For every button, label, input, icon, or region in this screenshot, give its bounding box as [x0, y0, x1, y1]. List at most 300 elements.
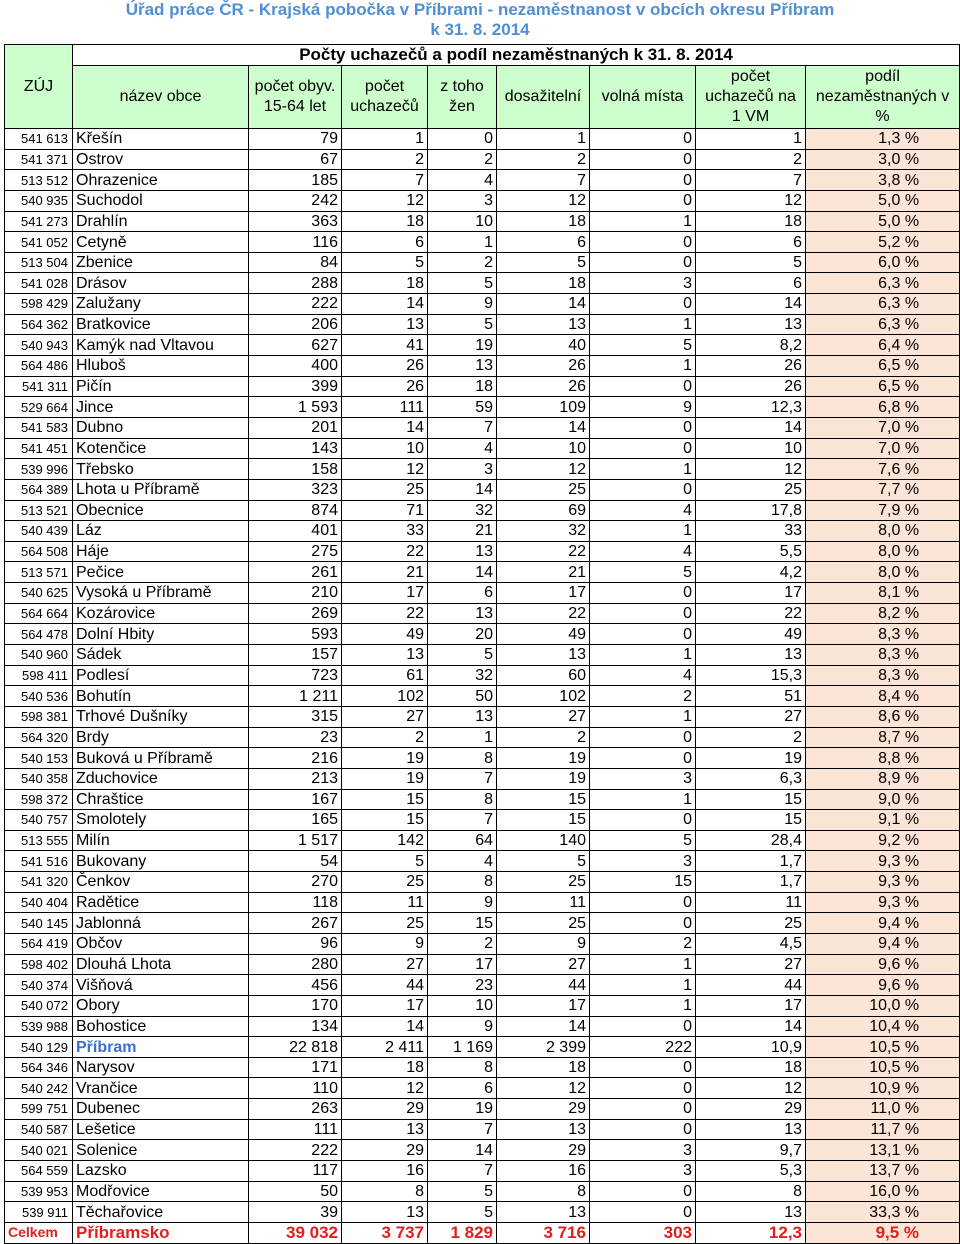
- zuj-cell: 540 072: [5, 995, 73, 1016]
- vacancies-cell: 1: [590, 954, 696, 975]
- per-vacancy-cell: 22: [696, 603, 806, 624]
- table-row: [5, 232, 960, 253]
- municipality-name: Jablonná: [73, 913, 249, 934]
- per-vacancy-cell: 17,8: [696, 500, 806, 521]
- vacancies-cell: 3: [590, 851, 696, 872]
- available-cell: 27: [497, 706, 590, 727]
- population-cell: 22 818: [249, 1037, 342, 1058]
- unemployment-rate-cell: 11,0 %: [806, 1099, 960, 1120]
- table-row: [5, 294, 960, 315]
- unemployment-rate-cell: 6,5 %: [806, 376, 960, 397]
- per-vacancy-cell: 27: [696, 706, 806, 727]
- population-cell: 157: [249, 645, 342, 666]
- municipality-name: Podlesí: [73, 665, 249, 686]
- women-cell: 1: [428, 232, 497, 253]
- unemployment-rate-cell: 8,8 %: [806, 748, 960, 769]
- women-cell: 7: [428, 810, 497, 831]
- per-vacancy-cell: 2: [696, 727, 806, 748]
- table-row: [5, 1161, 960, 1182]
- zuj-cell: 541 028: [5, 273, 73, 294]
- women-cell: 19: [428, 1099, 497, 1120]
- available-cell: 13: [497, 314, 590, 335]
- available-cell: 18: [497, 273, 590, 294]
- zuj-cell: 564 389: [5, 479, 73, 500]
- vacancies-cell: 1: [590, 521, 696, 542]
- women-cell: 7: [428, 1161, 497, 1182]
- applicants-cell: 111: [342, 397, 428, 418]
- applicants-cell: 27: [342, 954, 428, 975]
- zuj-cell: 540 021: [5, 1140, 73, 1161]
- unemployment-rate-cell: 5,0 %: [806, 211, 960, 232]
- table-row: [5, 356, 960, 377]
- zuj-cell: 598 429: [5, 294, 73, 315]
- women-cell: 8: [428, 748, 497, 769]
- zuj-cell: 513 571: [5, 562, 73, 583]
- unemployment-rate-cell: 5,0 %: [806, 190, 960, 211]
- population-cell: 210: [249, 583, 342, 604]
- zuj-cell: 540 153: [5, 748, 73, 769]
- municipality-name: Třebsko: [73, 459, 249, 480]
- vacancies-cell: 3: [590, 1140, 696, 1161]
- municipality-name: Zalužany: [73, 294, 249, 315]
- population-cell: 158: [249, 459, 342, 480]
- applicants-cell: 2 411: [342, 1037, 428, 1058]
- per-vacancy-cell: 13: [696, 1202, 806, 1223]
- women-cell: 7: [428, 1119, 497, 1140]
- vacancies-cell: 3: [590, 768, 696, 789]
- population-cell: 23: [249, 727, 342, 748]
- women-cell: 4: [428, 851, 497, 872]
- table-row: [5, 810, 960, 831]
- applicants-cell: 13: [342, 1119, 428, 1140]
- applicants-cell: 15: [342, 810, 428, 831]
- population-cell: 222: [249, 294, 342, 315]
- applicants-cell: 25: [342, 872, 428, 893]
- population-cell: 171: [249, 1057, 342, 1078]
- women-cell: 3: [428, 459, 497, 480]
- available-cell: 15: [497, 810, 590, 831]
- women-cell: 1 169: [428, 1037, 497, 1058]
- women-cell: 10: [428, 211, 497, 232]
- population-cell: 167: [249, 789, 342, 810]
- vacancies-cell: 2: [590, 686, 696, 707]
- women-cell: 50: [428, 686, 497, 707]
- women-cell: 32: [428, 500, 497, 521]
- vacancies-cell: 0: [590, 913, 696, 934]
- applicants-cell: 44: [342, 975, 428, 996]
- table-row: [5, 1016, 960, 1037]
- women-cell: 17: [428, 954, 497, 975]
- available-cell: 60: [497, 665, 590, 686]
- women-cell: 5: [428, 314, 497, 335]
- applicants-cell: 33: [342, 521, 428, 542]
- applicants-cell: 17: [342, 995, 428, 1016]
- unemployment-rate-cell: 9,3 %: [806, 851, 960, 872]
- municipality-name: Chraštice: [73, 789, 249, 810]
- vacancies-cell: 0: [590, 603, 696, 624]
- women-cell: 0: [428, 129, 497, 150]
- available-cell: 5: [497, 252, 590, 273]
- col-header-name: název obce: [73, 66, 249, 129]
- municipality-name: Háje: [73, 541, 249, 562]
- applicants-cell: 18: [342, 211, 428, 232]
- table-row: [5, 851, 960, 872]
- population-cell: 1 517: [249, 830, 342, 851]
- table-row: [5, 583, 960, 604]
- municipality-name: Vrančice: [73, 1078, 249, 1099]
- women-cell: 8: [428, 1057, 497, 1078]
- applicants-cell: 11: [342, 892, 428, 913]
- total-zuj-cell: Celkem: [5, 1222, 73, 1243]
- zuj-cell: 598 411: [5, 665, 73, 686]
- unemployment-rate-cell: 10,0 %: [806, 995, 960, 1016]
- population-cell: 54: [249, 851, 342, 872]
- vacancies-cell: 1: [590, 975, 696, 996]
- available-cell: 69: [497, 500, 590, 521]
- zuj-cell: 540 242: [5, 1078, 73, 1099]
- municipality-name: Suchodol: [73, 190, 249, 211]
- applicants-cell: 142: [342, 830, 428, 851]
- table-row: [5, 149, 960, 170]
- per-vacancy-cell: 13: [696, 645, 806, 666]
- available-cell: 10: [497, 438, 590, 459]
- per-vacancy-cell: 6: [696, 232, 806, 253]
- table-row: [5, 1078, 960, 1099]
- zuj-cell: 541 311: [5, 376, 73, 397]
- unemployment-rate-cell: 9,4 %: [806, 913, 960, 934]
- population-cell: 84: [249, 252, 342, 273]
- total-municipality-name: Příbramsko: [73, 1222, 249, 1243]
- per-vacancy-cell: 4,5: [696, 933, 806, 954]
- vacancies-cell: 0: [590, 170, 696, 191]
- per-vacancy-cell: 15: [696, 789, 806, 810]
- table-row: [5, 500, 960, 521]
- unemployment-rate-cell: 11,7 %: [806, 1119, 960, 1140]
- per-vacancy-cell: 28,4: [696, 830, 806, 851]
- unemployment-rate-cell: 8,4 %: [806, 686, 960, 707]
- zuj-cell: 598 381: [5, 706, 73, 727]
- per-vacancy-cell: 14: [696, 1016, 806, 1037]
- zuj-cell: 513 512: [5, 170, 73, 191]
- per-vacancy-cell: 10: [696, 438, 806, 459]
- zuj-cell: 513 555: [5, 830, 73, 851]
- unemployment-rate-cell: 10,5 %: [806, 1057, 960, 1078]
- zuj-cell: 539 996: [5, 459, 73, 480]
- per-vacancy-cell: 12: [696, 1078, 806, 1099]
- zuj-cell: 541 371: [5, 149, 73, 170]
- zuj-cell: 564 664: [5, 603, 73, 624]
- vacancies-cell: 5: [590, 830, 696, 851]
- table-row: [5, 314, 960, 335]
- population-cell: 261: [249, 562, 342, 583]
- available-cell: 22: [497, 603, 590, 624]
- women-cell: 23: [428, 975, 497, 996]
- available-cell: 19: [497, 768, 590, 789]
- available-cell: 21: [497, 562, 590, 583]
- applicants-cell: 19: [342, 768, 428, 789]
- zuj-cell: 540 587: [5, 1119, 73, 1140]
- available-cell: 140: [497, 830, 590, 851]
- zuj-cell: 564 478: [5, 624, 73, 645]
- table-row: [5, 892, 960, 913]
- vacancies-cell: 3: [590, 273, 696, 294]
- zuj-cell: 539 988: [5, 1016, 73, 1037]
- available-cell: 26: [497, 376, 590, 397]
- unemployment-rate-cell: 3,8 %: [806, 170, 960, 191]
- applicants-cell: 21: [342, 562, 428, 583]
- unemployment-rate-cell: 13,7 %: [806, 1161, 960, 1182]
- per-vacancy-cell: 11: [696, 892, 806, 913]
- available-cell: 40: [497, 335, 590, 356]
- applicants-cell: 5: [342, 851, 428, 872]
- zuj-cell: 564 508: [5, 541, 73, 562]
- table-row: [5, 830, 960, 851]
- population-cell: 216: [249, 748, 342, 769]
- unemployment-rate-cell: 3,0 %: [806, 149, 960, 170]
- zuj-cell: 540 439: [5, 521, 73, 542]
- available-cell: 12: [497, 190, 590, 211]
- table-row: [5, 1181, 960, 1202]
- applicants-cell: 2: [342, 149, 428, 170]
- table-row: [5, 686, 960, 707]
- per-vacancy-cell: 29: [696, 1099, 806, 1120]
- population-cell: 116: [249, 232, 342, 253]
- vacancies-cell: 0: [590, 810, 696, 831]
- table-row: [5, 933, 960, 954]
- municipality-name: Solenice: [73, 1140, 249, 1161]
- unemployment-rate-cell: 8,0 %: [806, 541, 960, 562]
- unemployment-table: [4, 44, 960, 1244]
- women-cell: 32: [428, 665, 497, 686]
- table-row: [5, 995, 960, 1016]
- zuj-cell: 541 320: [5, 872, 73, 893]
- zuj-cell: 540 960: [5, 645, 73, 666]
- applicants-cell: 22: [342, 541, 428, 562]
- zuj-cell: 564 419: [5, 933, 73, 954]
- zuj-cell: 541 613: [5, 129, 73, 150]
- available-cell: 18: [497, 1057, 590, 1078]
- women-cell: 14: [428, 479, 497, 500]
- per-vacancy-cell: 25: [696, 479, 806, 500]
- per-vacancy-cell: 12: [696, 190, 806, 211]
- available-cell: 12: [497, 459, 590, 480]
- unemployment-rate-cell: 7,0 %: [806, 417, 960, 438]
- unemployment-rate-cell: 1,3 %: [806, 129, 960, 150]
- municipality-name: Zbenice: [73, 252, 249, 273]
- table-row: [5, 665, 960, 686]
- applicants-cell: 26: [342, 356, 428, 377]
- population-cell: 263: [249, 1099, 342, 1120]
- zuj-cell: 541 052: [5, 232, 73, 253]
- population-cell: 323: [249, 479, 342, 500]
- unemployment-rate-cell: 8,9 %: [806, 768, 960, 789]
- per-vacancy-cell: 1,7: [696, 851, 806, 872]
- col-header-applicants: počet uchazečů: [342, 66, 428, 129]
- unemployment-rate-cell: 8,3 %: [806, 645, 960, 666]
- unemployment-rate-cell: 6,3 %: [806, 273, 960, 294]
- applicants-cell: 13: [342, 645, 428, 666]
- vacancies-cell: 0: [590, 1202, 696, 1223]
- unemployment-rate-cell: 9,0 %: [806, 789, 960, 810]
- applicants-cell: 14: [342, 417, 428, 438]
- applicants-cell: 10: [342, 438, 428, 459]
- municipality-name: Ostrov: [73, 149, 249, 170]
- available-cell: 29: [497, 1099, 590, 1120]
- per-vacancy-cell: 9,7: [696, 1140, 806, 1161]
- per-vacancy-cell: 10,9: [696, 1037, 806, 1058]
- vacancies-cell: 0: [590, 892, 696, 913]
- women-cell: 14: [428, 562, 497, 583]
- women-cell: 8: [428, 872, 497, 893]
- table-row: [5, 954, 960, 975]
- available-cell: 25: [497, 913, 590, 934]
- population-cell: 213: [249, 768, 342, 789]
- per-vacancy-cell: 12: [696, 459, 806, 480]
- per-vacancy-cell: 27: [696, 954, 806, 975]
- per-vacancy-cell: 8: [696, 1181, 806, 1202]
- women-cell: 6: [428, 1078, 497, 1099]
- applicants-cell: 7: [342, 170, 428, 191]
- available-cell: 5: [497, 851, 590, 872]
- available-cell: 2: [497, 727, 590, 748]
- population-cell: 67: [249, 149, 342, 170]
- population-cell: 39: [249, 1202, 342, 1223]
- municipality-name: Bohostice: [73, 1016, 249, 1037]
- municipality-name: Lhota u Příbramě: [73, 479, 249, 500]
- unemployment-rate-cell: 6,0 %: [806, 252, 960, 273]
- available-cell: 29: [497, 1140, 590, 1161]
- zuj-cell: 598 372: [5, 789, 73, 810]
- unemployment-rate-cell: 8,1 %: [806, 583, 960, 604]
- population-cell: 275: [249, 541, 342, 562]
- available-cell: 8: [497, 1181, 590, 1202]
- available-cell: 14: [497, 1016, 590, 1037]
- table-row: [5, 190, 960, 211]
- municipality-name: Dubno: [73, 417, 249, 438]
- women-cell: 6: [428, 583, 497, 604]
- available-cell: 13: [497, 645, 590, 666]
- municipality-name: Narysov: [73, 1057, 249, 1078]
- population-cell: 627: [249, 335, 342, 356]
- applicants-cell: 14: [342, 1016, 428, 1037]
- women-cell: 13: [428, 603, 497, 624]
- col-header-population: počet obyv. 15-64 let: [249, 66, 342, 129]
- vacancies-cell: 0: [590, 1016, 696, 1037]
- available-cell: 27: [497, 954, 590, 975]
- unemployment-rate-cell: 10,9 %: [806, 1078, 960, 1099]
- municipality-name: Bukovany: [73, 851, 249, 872]
- vacancies-cell: 0: [590, 1181, 696, 1202]
- total-applicants-cell: 3 737: [342, 1222, 428, 1243]
- unemployment-rate-cell: 8,0 %: [806, 521, 960, 542]
- municipality-name: Křešín: [73, 129, 249, 150]
- vacancies-cell: 5: [590, 335, 696, 356]
- applicants-cell: 29: [342, 1099, 428, 1120]
- municipality-name: Lazsko: [73, 1161, 249, 1182]
- vacancies-cell: 0: [590, 190, 696, 211]
- vacancies-cell: 1: [590, 995, 696, 1016]
- per-vacancy-cell: 7: [696, 170, 806, 191]
- total-unemployment-rate-cell: 9,5 %: [806, 1222, 960, 1243]
- per-vacancy-cell: 5,5: [696, 541, 806, 562]
- zuj-cell: 539 911: [5, 1202, 73, 1223]
- applicants-cell: 18: [342, 273, 428, 294]
- table-row: [5, 706, 960, 727]
- total-women-cell: 1 829: [428, 1222, 497, 1243]
- applicants-cell: 61: [342, 665, 428, 686]
- population-cell: 315: [249, 706, 342, 727]
- unemployment-rate-cell: 7,0 %: [806, 438, 960, 459]
- vacancies-cell: 0: [590, 294, 696, 315]
- women-cell: 13: [428, 356, 497, 377]
- table-row: [5, 273, 960, 294]
- women-cell: 20: [428, 624, 497, 645]
- per-vacancy-cell: 6: [696, 273, 806, 294]
- per-vacancy-cell: 25: [696, 913, 806, 934]
- municipality-name: Sádek: [73, 645, 249, 666]
- available-cell: 15: [497, 789, 590, 810]
- municipality-name: Trhové Dušníky: [73, 706, 249, 727]
- table-row: [5, 252, 960, 273]
- municipality-name: Cetyně: [73, 232, 249, 253]
- zuj-cell: 540 129: [5, 1037, 73, 1058]
- women-cell: 14: [428, 1140, 497, 1161]
- population-cell: 50: [249, 1181, 342, 1202]
- applicants-cell: 15: [342, 789, 428, 810]
- available-cell: 17: [497, 583, 590, 604]
- population-cell: 96: [249, 933, 342, 954]
- applicants-cell: 6: [342, 232, 428, 253]
- population-cell: 222: [249, 1140, 342, 1161]
- available-cell: 25: [497, 872, 590, 893]
- unemployment-rate-cell: 9,3 %: [806, 872, 960, 893]
- unemployment-rate-cell: 5,2 %: [806, 232, 960, 253]
- municipality-name: Kamýk nad Vltavou: [73, 335, 249, 356]
- unemployment-rate-cell: 6,3 %: [806, 314, 960, 335]
- table-row: [5, 975, 960, 996]
- vacancies-cell: 0: [590, 1078, 696, 1099]
- table-row: [5, 170, 960, 191]
- table-row: [5, 1057, 960, 1078]
- vacancies-cell: 9: [590, 397, 696, 418]
- per-vacancy-cell: 15,3: [696, 665, 806, 686]
- per-vacancy-cell: 1: [696, 129, 806, 150]
- per-vacancy-cell: 51: [696, 686, 806, 707]
- applicants-cell: 19: [342, 748, 428, 769]
- table-row: [5, 397, 960, 418]
- applicants-cell: 1: [342, 129, 428, 150]
- available-cell: 11: [497, 892, 590, 913]
- unemployment-rate-cell: 7,6 %: [806, 459, 960, 480]
- zuj-cell: 598 402: [5, 954, 73, 975]
- women-cell: 7: [428, 768, 497, 789]
- municipality-name: Drásov: [73, 273, 249, 294]
- zuj-cell: 541 583: [5, 417, 73, 438]
- municipality-name: Hluboš: [73, 356, 249, 377]
- population-cell: 288: [249, 273, 342, 294]
- municipality-name: Občov: [73, 933, 249, 954]
- women-cell: 7: [428, 417, 497, 438]
- applicants-cell: 17: [342, 583, 428, 604]
- table-body: [5, 129, 960, 1244]
- applicants-cell: 13: [342, 314, 428, 335]
- unemployment-rate-cell: 16,0 %: [806, 1181, 960, 1202]
- available-cell: 18: [497, 211, 590, 232]
- municipality-name: Zduchovice: [73, 768, 249, 789]
- zuj-cell: 541 273: [5, 211, 73, 232]
- per-vacancy-cell: 14: [696, 294, 806, 315]
- applicants-cell: 71: [342, 500, 428, 521]
